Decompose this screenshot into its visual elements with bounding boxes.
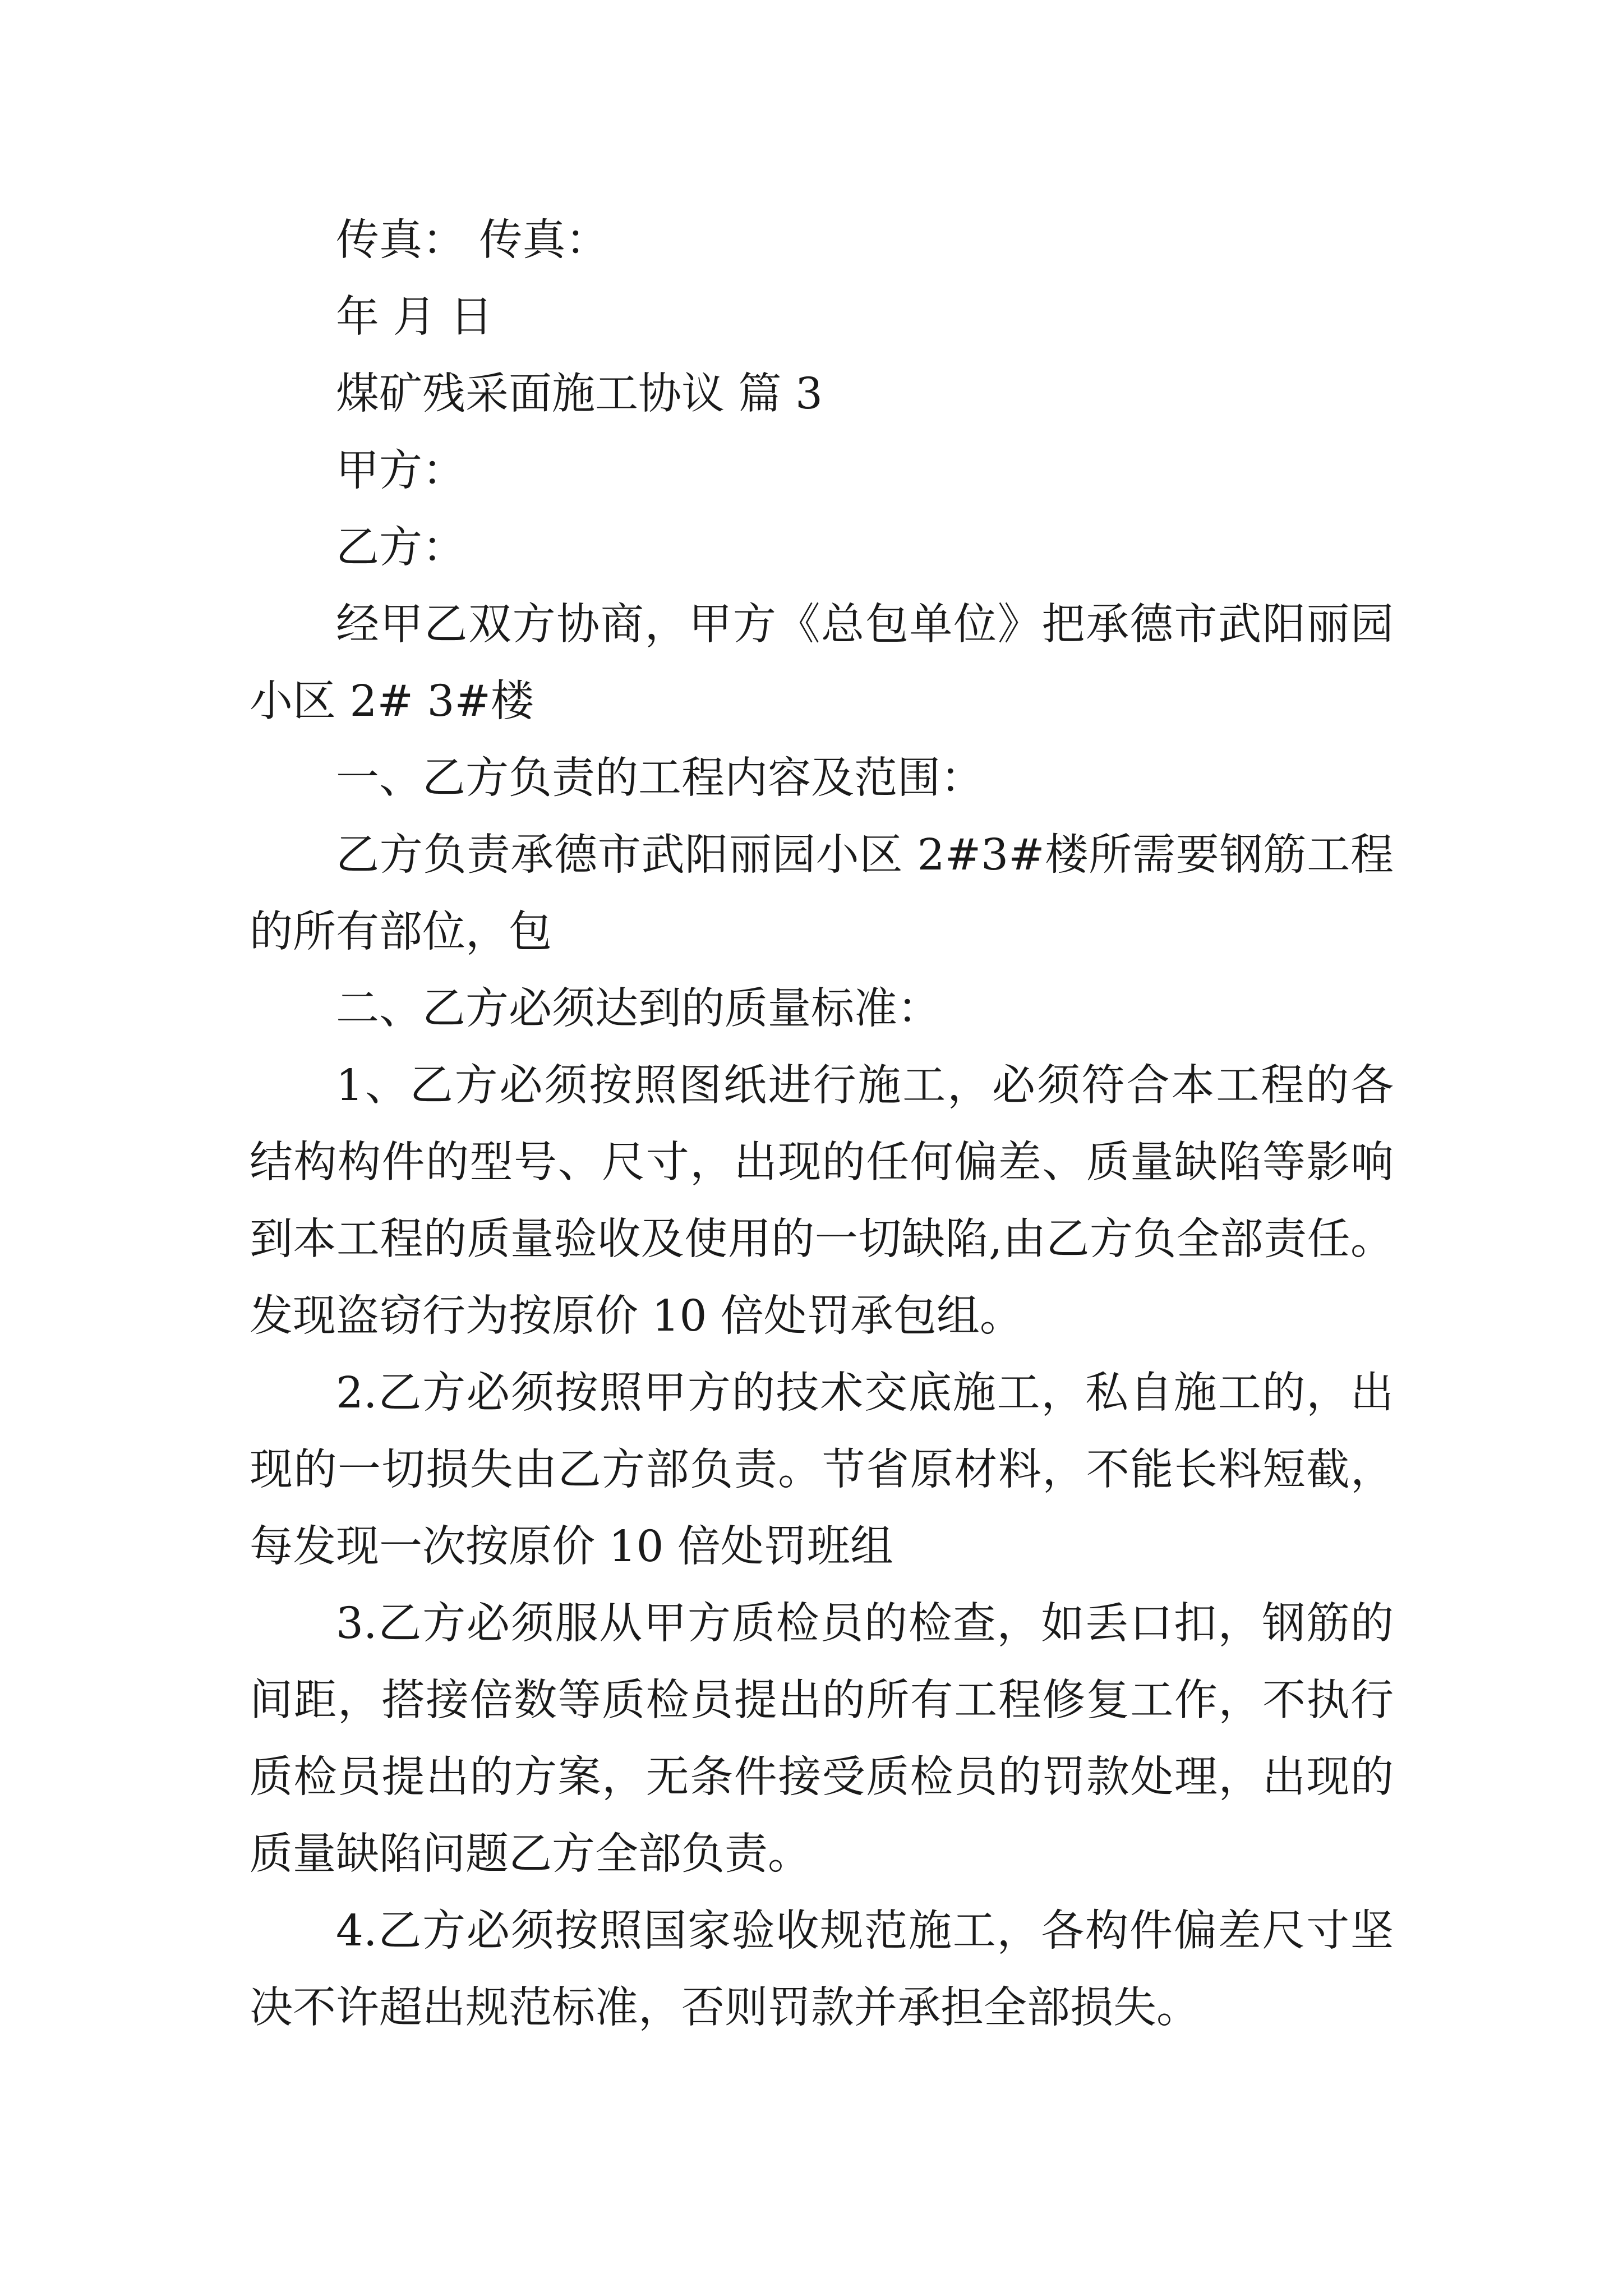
party-a-line: 甲方： bbox=[336, 446, 465, 496]
fax-line: 传真： 传真： bbox=[336, 215, 609, 265]
clause-1-paragraph: 1、乙方必须按照图纸进行施工，必须符合本工程的各结构构件的型号、尺寸，出现的任何偏差、质量缺陷等影响到本工程的质量验收及使用的一切缺陷,由乙方负全部责任。发现盗窃行为按原价 10 倍处罚承包组。 bbox=[250, 1061, 1394, 1341]
date-line: 年 月 日 bbox=[336, 292, 493, 342]
clause-3-paragraph: 3.乙方必须服从甲方质检员的检查，如丢口扣，钢筋的间距，搭接倍数等质检员提出的所有工程修复工作，不执行质检员提出的方案，无条件接受质检员的罚款处理，出现的质量缺陷问题乙方全部负责。 bbox=[250, 1599, 1394, 1879]
party-b-line: 乙方： bbox=[336, 523, 465, 573]
section-1-heading: 一、乙方负责的工程内容及范围： bbox=[336, 753, 984, 803]
section-1-paragraph: 乙方负责承德市武阳丽园小区 2#3#楼所需要钢筋工程的所有部位，包 bbox=[250, 830, 1394, 957]
agreement-title: 煤矿残采面施工协议 篇 3 bbox=[336, 369, 823, 419]
section-2-heading: 二、乙方必须达到的质量标准： bbox=[336, 984, 940, 1034]
document-body bbox=[250, 202, 1394, 2046]
preamble-paragraph: 经甲乙双方协商，甲方《总包单位》把承德市武阳丽园小区 2# 3#楼 bbox=[250, 600, 1394, 726]
clause-4-paragraph: 4.乙方必须按照国家验收规范施工，各构件偏差尺寸坚决不许超出规范标准，否则罚款并承担全部损失。 bbox=[250, 1906, 1394, 2033]
clause-2-paragraph: 2.乙方必须按照甲方的技术交底施工，私自施工的，出现的一切损失由乙方部负责。节省原材料，不能长料短截，每发现一次按原价 10 倍处罚班组 bbox=[250, 1368, 1394, 1572]
